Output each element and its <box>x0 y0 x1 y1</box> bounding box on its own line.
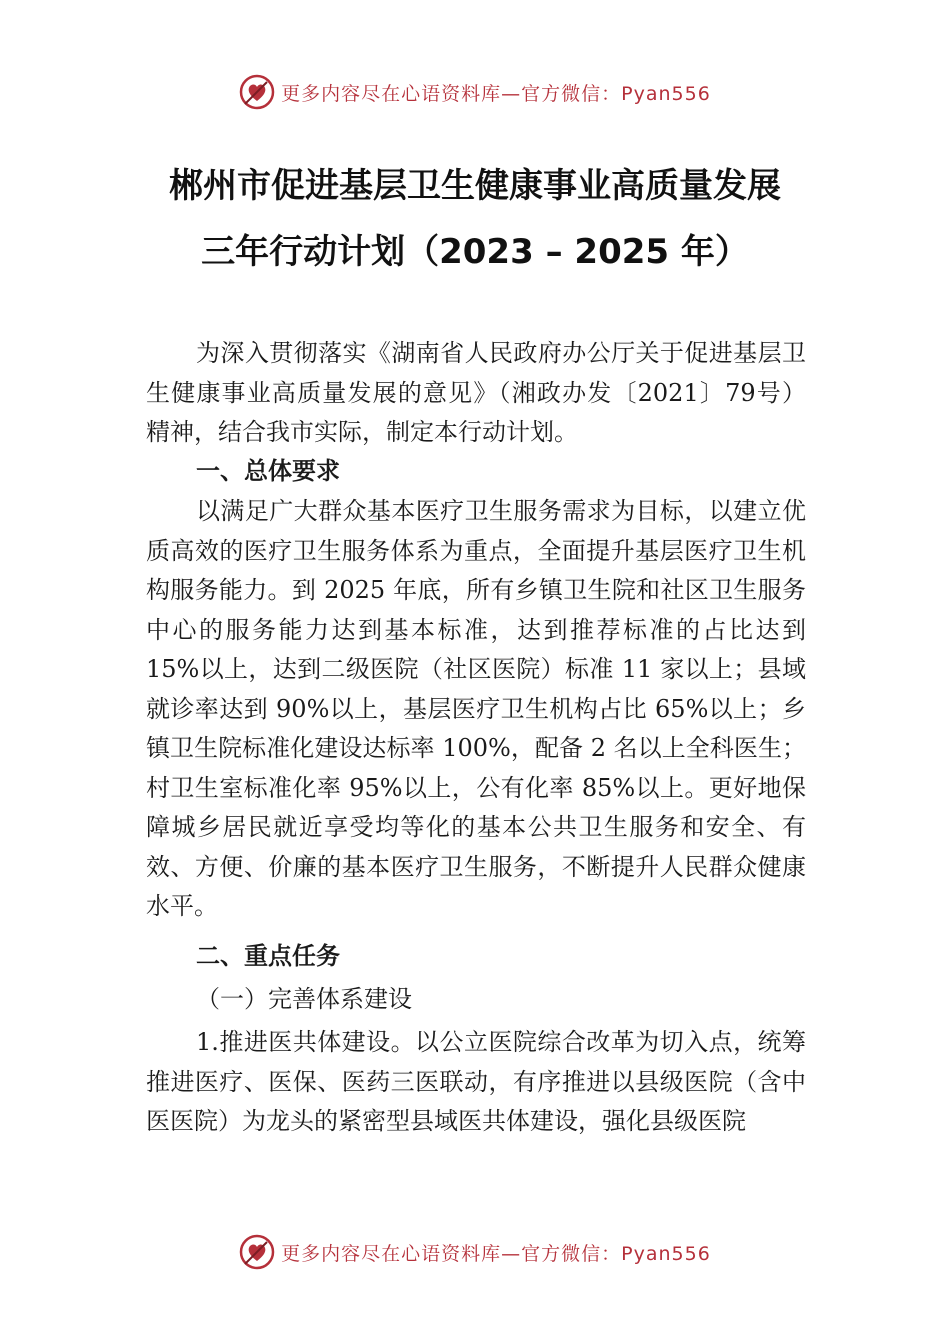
document-title-line2: 三年行动计划（2023 – 2025 年） <box>201 232 749 272</box>
section2-heading: 二、重点任务 <box>196 942 340 970</box>
footer-banner <box>0 1232 950 1272</box>
section1-heading: 一、总体要求 <box>196 457 340 485</box>
banner-text: 更多内容尽在心语资料库—官方微信：Pyan556 <box>281 82 711 105</box>
header-banner <box>0 72 950 112</box>
item1-paragraph: 1.推进医共体建设。以公立医院综合改革为切入点，统筹推进医疗、医保、医药三医联动，有序推进以县级医院（含中医医院）为龙头的紧密型县域医共体建设，强化县级医院 <box>146 1028 806 1135</box>
intro-paragraph: 为深入贯彻落实《湖南省人民政府办公厅关于促进基层卫生健康事业高质量发展的意见》（湘政办发〔2021〕79号） 精神，结合我市实际，制定本行动计划。 <box>146 339 806 446</box>
document-title-line1: 郴州市促进基层卫生健康事业高质量发展 <box>169 166 781 206</box>
banner-text: 更多内容尽在心语资料库—官方微信：Pyan556 <box>281 1242 711 1265</box>
heart-logo-icon <box>239 1234 275 1270</box>
section1-paragraph: 以满足广大群众基本医疗卫生服务需求为目标，以建立优质高效的医疗卫生服务体系为重点，全面提升基层医疗卫生机构服务能力。到 2025 年底，所有乡镇卫生院和社区卫生服务中心的服务能力达到基本标准，达到推荐标准的占比达到 15%以上，达到二级医院（社区医院）标准 11 家以上；县域就诊率达到 90%以上，基层医疗卫生机构占比 65%以上；乡镇卫生院标准化建设达标率 100%，配备 2 名以上全科医生；村卫生室标准化率 95%以上，公有化率 85%以上。更好地保障城乡居民就近享受均等化的基本公共卫生服务和安全、有效、方便、价廉的基本医疗卫生服务，不断提升人民群众健康水平。 <box>146 497 806 920</box>
heart-logo-icon <box>239 74 275 110</box>
subsection1-heading: （一）完善体系建设 <box>196 985 412 1013</box>
